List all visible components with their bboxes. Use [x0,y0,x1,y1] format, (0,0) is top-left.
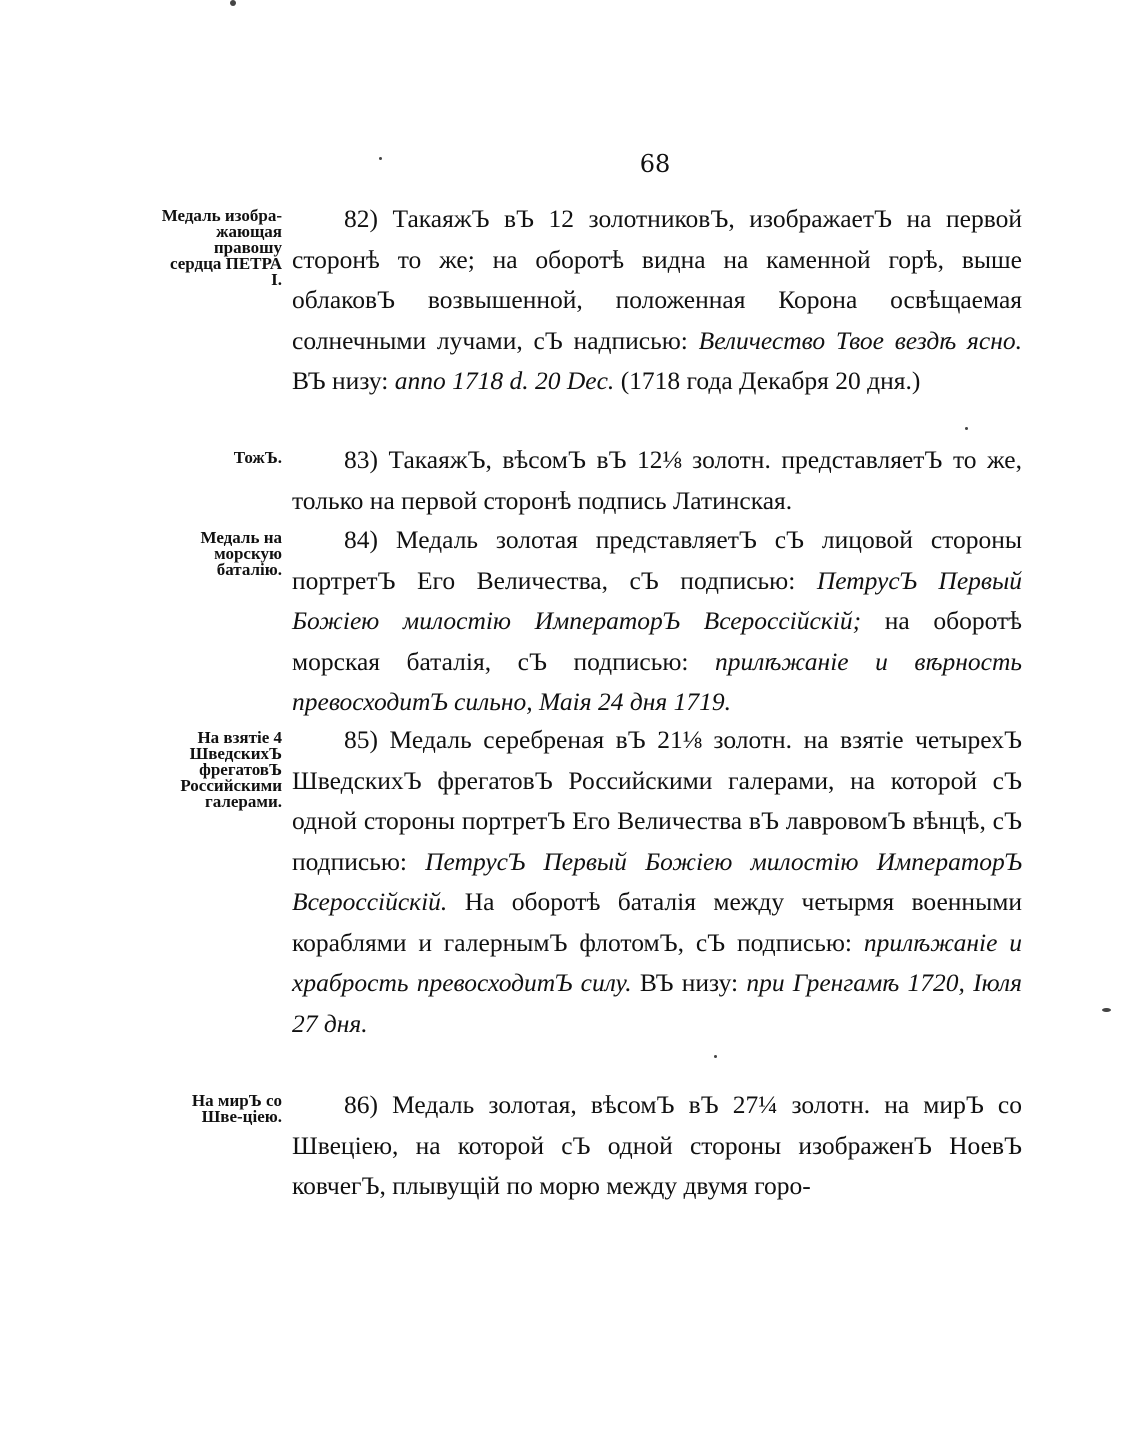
text-run: На оборотѣ баталія между четырмя военными кораблями и галернымЪ флотомЪ, сЪ подписью: [292,887,1022,957]
print-speck [230,0,236,6]
italic-run: anno 1718 d. 20 Dec. [394,366,615,395]
marginal-note: Медаль изобра-жающая правошу сердца ПЕТРА I. [161,206,282,289]
text-run: 86) Медаль золотая, вѣсомЪ вЪ 27¼ золотн. на мирЪ со Швеціею, на которой сЪ одной стороны изображенЪ НоевЪ ковчегЪ, плывущій по морю между двумя горо- [292,1090,1022,1200]
italic-run: ПетрусЪ Первый Божіею милостію ИмператорЪ Всероссійскій. [292,846,1022,916]
paragraph [292,520,1022,723]
text-run: (1718 года Декабря 20 дня.) [614,366,921,395]
page-number: 68 [639,150,671,178]
text-run: ВЪ низу: [631,968,747,997]
text-run: 85) Медаль серебреная вЪ 21⅛ золотн. на взятіе четырехЪ ШведскихЪ фрегатовЪ Российскими галерами, на которой сЪ одной стороны портретЪ Его Величества вЪ лавровомЪ вѣнцѣ, сЪ подписью: [292,725,1022,876]
italic-run: при Гренгамѣ 1720, Іюля 27 дня. [292,968,1022,1038]
print-speck [965,427,968,430]
paragraph [292,199,1022,402]
print-speck [714,1055,717,1058]
marginal-note: ТожЪ. [233,448,282,467]
paragraph [292,440,1022,521]
print-speck [379,157,382,160]
marginal-note: На взятіе 4 ШведскихЪ фрегатовЪ Российскими галерами. [180,728,282,811]
italic-run: ПетрусЪ Первый Божіею милостію ИмператорЪ Всероссійскій; [292,565,1022,635]
text-run: ВЪ низу: [292,366,395,395]
text-run: на оборотѣ морская баталія, сЪ подписью: [292,606,1022,676]
marginal-note: Медаль на морскую баталію. [200,528,282,579]
italic-run: прилѣжаніе и вѣрность превосходитЪ сильно, Маія 24 дня 1719. [292,646,1022,716]
italic-run: прилѣжаніе и храбрость превосходитЪ силу. [292,927,1022,997]
text-run: 82) ТакаяжЪ вЪ 12 золотниковЪ, изображаетЪ на первой сторонѣ то же; на оборотѣ видна на каменной горѣ, выше облаковЪ возвышенной, положенная Корона освѣщаемая солнечными лучами, сЪ надписью: [292,204,1022,355]
marginal-note: На мирЪ со Шве-ціею. [191,1091,282,1126]
print-speck [1102,1008,1111,1012]
paragraph [292,1085,1022,1207]
text-run: 83) ТакаяжЪ, вѣсомЪ вЪ 12⅛ золотн. представляетЪ то же, только на первой сторонѣ подпись Латинская. [292,445,1022,515]
paragraph [292,720,1022,1044]
text-run: 84) Медаль золотая представляетЪ сЪ лицовой стороны портретЪ Его Величества, сЪ подписью: [292,525,1022,595]
italic-run: Величество Твое вездѣ ясно. [698,325,1022,355]
